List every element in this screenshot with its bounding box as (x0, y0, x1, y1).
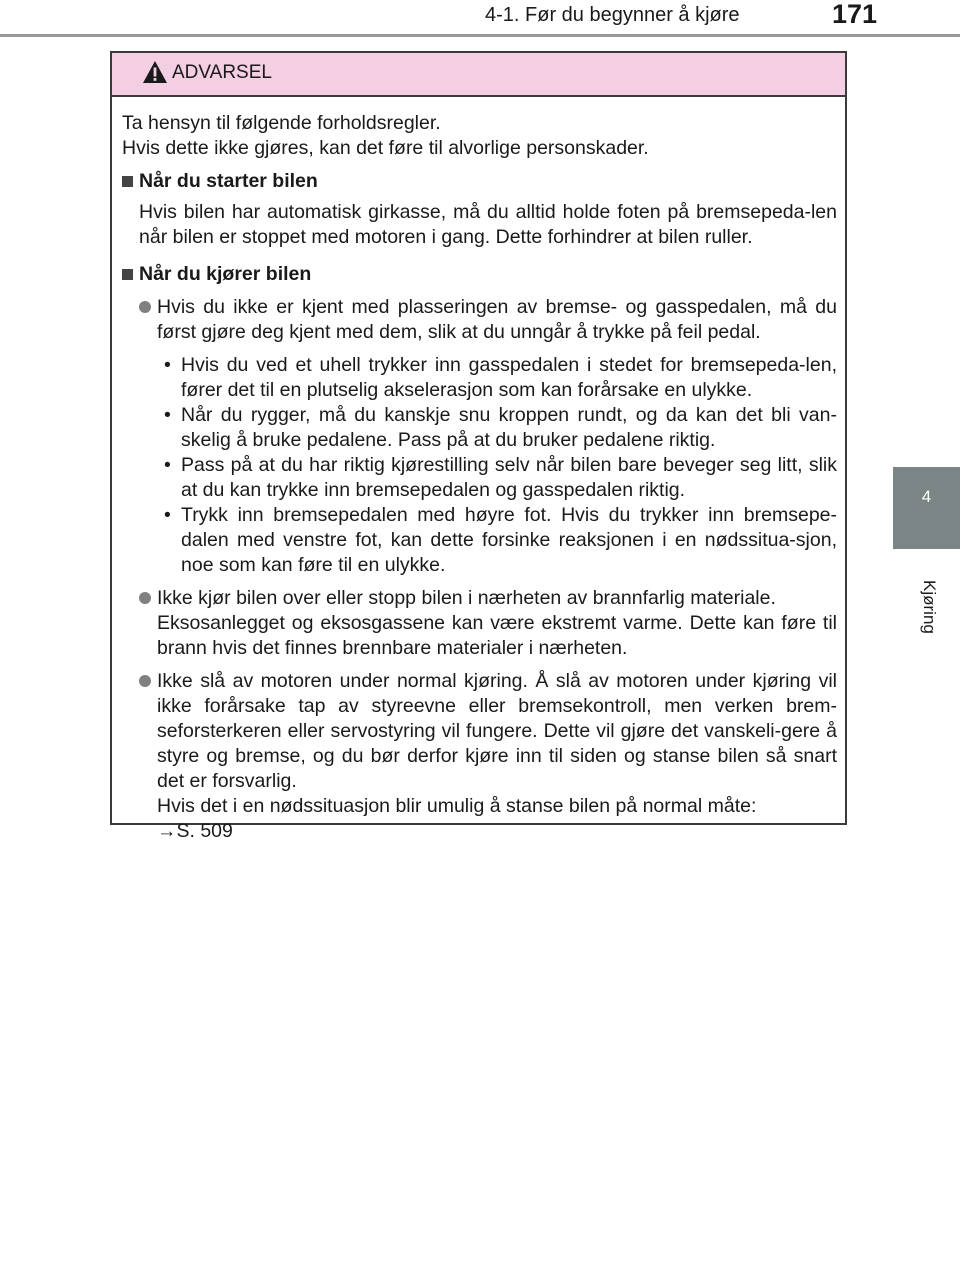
header-divider (0, 34, 960, 37)
list-item: • Trykk inn bremsepedalen med høyre fot. Hvis du trykker inn bremsepe-dalen med venstre fot, kan dette forsinke reaksjonen i en nødssitua-sjon, noe som kan føre til en ulykke. (161, 503, 837, 578)
page-reference-link[interactable]: →S. 509 (157, 820, 233, 842)
intro-line: Ta hensyn til følgende forholdsregler. (122, 112, 441, 134)
list-item-text (157, 586, 837, 661)
circle-bullet-icon (139, 675, 151, 687)
warning-body (112, 97, 845, 844)
list-item-text (157, 669, 837, 844)
paragraph: Ikke slå av motoren under normal kjøring. Å slå av motoren under kjøring vil ikke forårsake tap av styreevne eller bremsekontroll, men verken brem-seforsterkeren eller servostyring vil fungere. Dette vil gjøre det vanskeli-gere å styre og bremse, og du bør derfor kjøre inn til siden og stanse bilen så snart det er forsvarlig. (157, 670, 837, 792)
warning-intro (122, 111, 837, 161)
warning-triangle-icon (142, 60, 168, 84)
paragraph: Hvis det i en nødssituasjon blir umulig å stanse bilen på normal måte: (157, 795, 757, 817)
circle-bullet-icon (139, 301, 151, 313)
section-heading-text: Når du kjører bilen (139, 263, 312, 285)
square-bullet-icon (122, 176, 133, 187)
sub-bullet-list (161, 353, 837, 578)
list-item (122, 669, 837, 844)
list-item-text: Hvis du ikke er kjent med plasseringen av bremse- og gasspedalen, må du først gjøre deg kjent med dem, slik at du unngår å trykke på feil pedal. (157, 296, 837, 343)
list-item: • Pass på at du har riktig kjørestilling selv når bilen bare beveger seg litt, slik at du kan trykke inn bremsepedalen og gasspedalen riktig. (161, 453, 837, 503)
warning-box (110, 51, 847, 842)
chapter-tab-label: Kjøring (920, 580, 939, 634)
chapter-tab-number: 4 (921, 487, 932, 506)
list-item: • Hvis du ved et uhell trykker inn gasspedalen i stedet for bremsepeda-len, fører det til en plutselig akselerasjon som kan forårsake en ulykke. (161, 353, 837, 403)
square-bullet-icon (122, 269, 133, 280)
section-text: Hvis bilen har automatisk girkasse, må du alltid holde foten på bremsepeda-len når bilen er stoppet med motoren i gang. Dette forhindrer at bilen ruller. (139, 201, 837, 248)
chapter-title: 4-1. Før du begynner å kjøre (485, 4, 740, 26)
paragraph: Ikke kjør bilen over eller stopp bilen i nærheten av brannfarlig materiale. (157, 587, 776, 609)
page-number: 171 (832, 0, 878, 29)
intro-line: Hvis dette ikke gjøres, kan det føre til alvorlige personskader. (122, 137, 649, 159)
section-heading (122, 262, 837, 287)
list-item (122, 586, 837, 661)
chapter-tab[interactable] (893, 467, 960, 549)
section-heading (122, 169, 837, 194)
section-heading-text: Når du starter bilen (139, 170, 318, 192)
list-item (122, 295, 837, 345)
list-item: • Når du rygger, må du kanskje snu kroppen rundt, og da kan det bli van-skelig å bruke pedalene. Pass på at du bruker pedalene riktig. (161, 403, 837, 453)
paragraph: Eksosanlegget og eksosgassene kan være ekstremt varme. Dette kan føre til brann hvis det finnes brennbare materialer i nærheten. (157, 612, 837, 659)
circle-bullet-icon (139, 592, 151, 604)
warning-header (112, 53, 845, 97)
warning-title: ADVARSEL (172, 62, 272, 83)
